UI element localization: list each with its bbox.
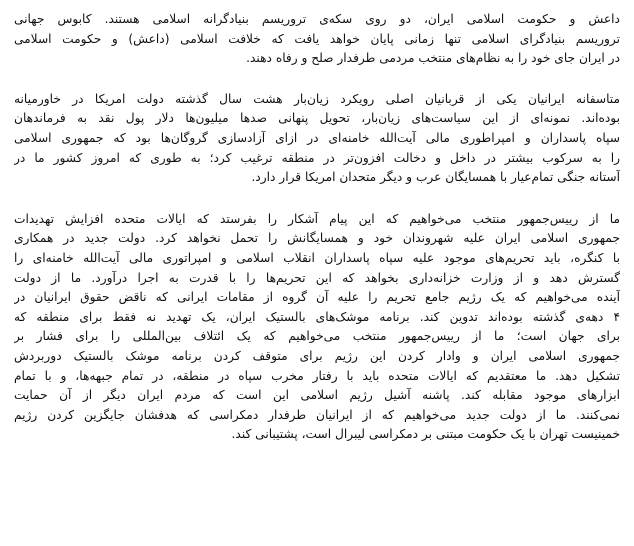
- text-line: را به سرکوب بیشتر در داخل و دخالت افزون‌تر در منطقه ترغیب کرد؛ به طوری که امروز کشور ما در: [14, 150, 620, 165]
- text-line: داعش و حکومت اسلامی ایران، دو روی سکه‌ی تروریسم بنیادگرانه اسلامی هستند. کابوس جهانی: [14, 12, 620, 26]
- paragraph-2: [14, 90, 620, 188]
- paragraph-1: [14, 10, 620, 69]
- text-line: ۴ دهه‌ی گذشته بوده‌اند تدوین کند. برنامه موشک‌های بالستیک ایران، یک تهدید نه فقط برای منطقه که: [14, 309, 620, 324]
- text-line: برای جهان است؛ ما از رییس‌جمهور منتخب می‌خواهیم که یک ائتلاف بین‌المللی را برای فشار بر: [14, 329, 620, 344]
- text-line: با کنگره، باید تحریم‌های موجود علیه سپاه پاسداران انقلاب اسلامی و امپراتوری مالی آیت‌الله خامنه‌ای را: [14, 250, 620, 265]
- text-line: سپاه پاسداران و امپراطوری مالی آیت‌الله خامنه‌ای در ازای آزادسازی گروگان‌ها بود که جمهوری اسلامی: [14, 130, 620, 145]
- text-line: نمی‌کنند. ما از دولت جدید می‌خواهیم که از ایرانیان طرفدار دمکراسی که هدفشان جایگزین کردن رژیم: [14, 407, 620, 422]
- text-line: جمهوری اسلامی ایران و وادار کردن این رژیم برای متوقف کردن برنامه موشک بالستیک دوربردش: [14, 348, 620, 363]
- paragraph-3: [14, 210, 620, 445]
- text-line: ما از رییس‌جمهور منتخب می‌خواهیم که این پیام آشکار را بفرستد که ایالات متحده افزایش تهدیدات: [14, 211, 620, 226]
- text-line: آینده می‌خواهیم که یک رژیم جامع تحریم را علیه آن گروه از مقامات ایرانی که ناقض حقوق ایرانیان در: [14, 290, 620, 305]
- text-line: متاسفانه ایرانیان یکی از قربانیان اصلی رویکرد زیان‌بار هشت سال گذشته دولت امریکا در خاورمیانه: [14, 91, 620, 106]
- text-line: تشکیل دهد. ما معتقدیم که ایالات متحده باید با رفتار مخرب سپاه در منطقه، در تمام جبهه‌ها، و با تمام: [14, 368, 620, 383]
- text-line: خمینیست تهران با یک حکومت مبتنی بر دمکراسی لیبرال است، پشتیبانی کند.: [231, 427, 620, 442]
- text-line: ابزارهای موجود مقابله کند. پاشنه آشیل رژیم اسلامی این است که مردم ایران دیگر از آن حمایت: [14, 388, 620, 403]
- text-line: آستانه جنگی تمام‌عیار با همسایگان عرب و دیگر متحدان امریکا قرار دارد.: [251, 170, 620, 185]
- text-line: در ایران جای خود را به نظام‌های منتخب مردمی طرفدار صلح و رفاه دهند.: [246, 51, 620, 66]
- text-line: جمهوری اسلامی ایران علیه شهروندان خود و همسایگانش را تحمل نخواهد کرد. دولت جدید در همکاری: [14, 231, 620, 246]
- text-line: بوده‌اند. نمونه‌ای از این سیاست‌های زیان‌بار، تحویل پنهانی صدها میلیون‌ها دلار پول نقد به فرماندهان: [14, 111, 620, 126]
- text-line: تروریسم بنیادگرای اسلامی تنها زمانی پایان خواهد یافت که خلافت اسلامی (داعش) و حکومت اسلامی: [14, 31, 620, 46]
- text-line: گسترش دهد و از وزارت خزانه‌داری بخواهد که این تحریم‌ها را با قدرت به اجرا درآورد. ما از دولت: [14, 270, 620, 285]
- paragraph-spacer: [14, 188, 620, 210]
- paragraph-spacer: [14, 69, 620, 90]
